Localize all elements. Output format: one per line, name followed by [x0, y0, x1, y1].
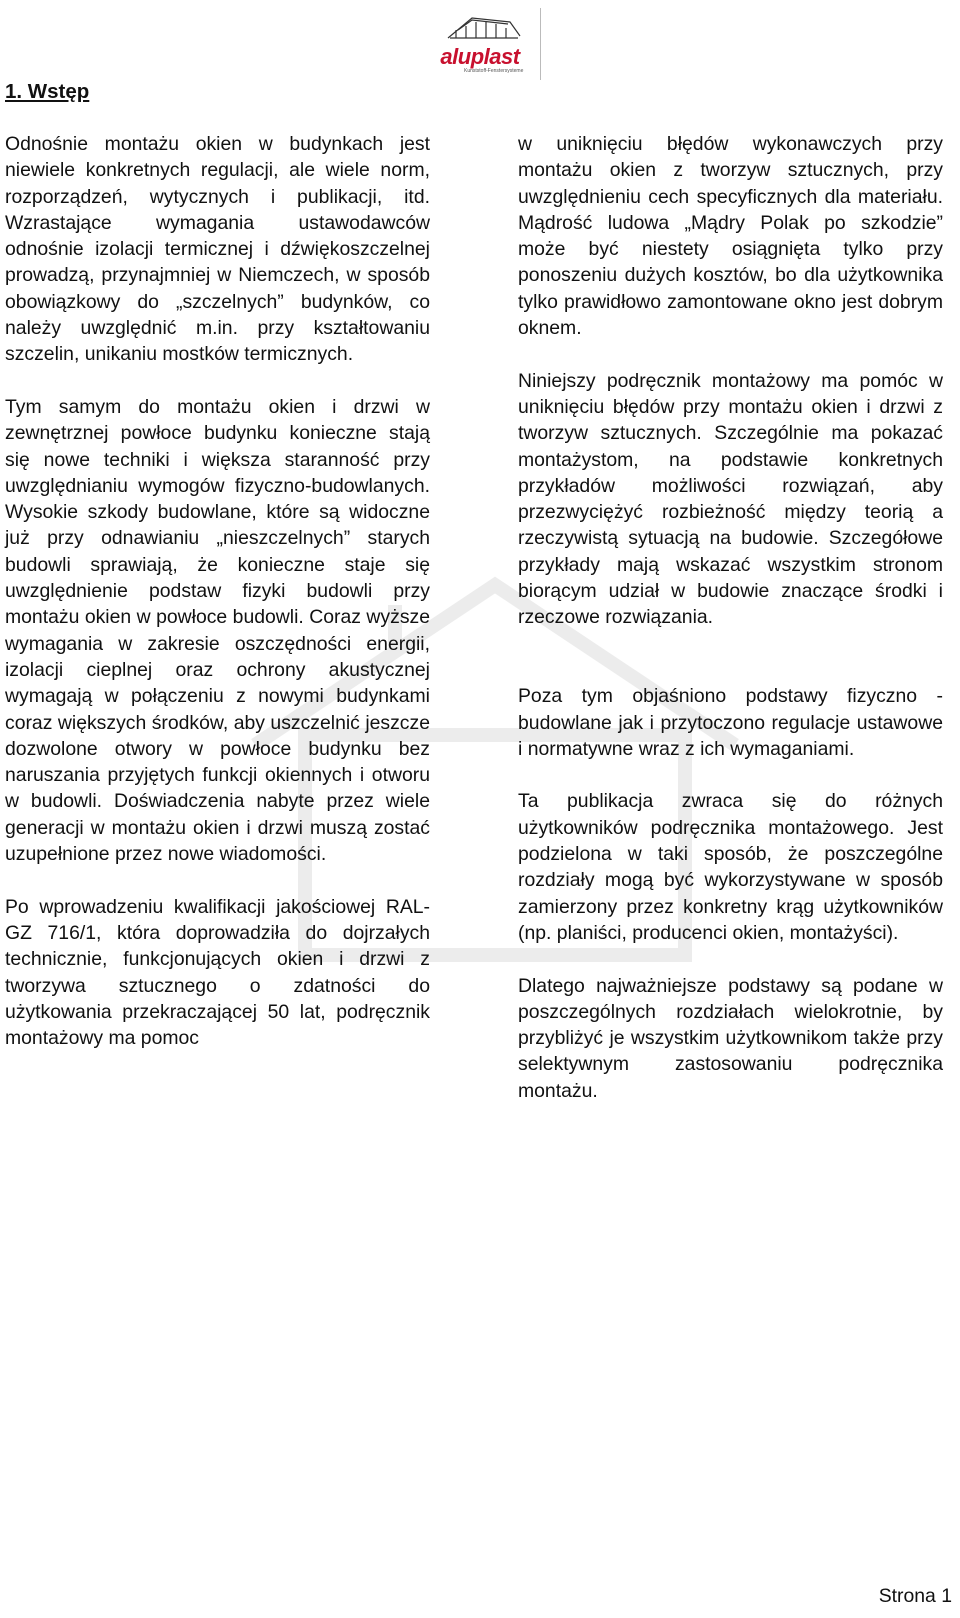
logo-subtext: Kunststoff-Fenstersysteme — [464, 68, 524, 74]
right-column — [518, 131, 943, 1104]
paragraph: Poza tym objaśniono podstawy fizyczno - budowlane jak i przytoczono regulacje ustawowe i normatywne wraz z ich wymaganiami. — [518, 685, 943, 760]
paragraph: Tym samym do montażu okien i drzwi w zewnętrznej powłoce budynku konieczne stają się nowe techniki i większa staranność przy uwzględnianiu wymogów fizyczno-budowlanych. Wysokie szkody budowlane, które są widoczne już przy odnawianiu „nieszczelnych” starych budowli sprawiają, że konieczne staje się uwzględnienie podstaw fizyki budowli przy montażu okien w powłoce budowli. Coraz wyższe wymagania w zakresie oszczędności energii, izolacji cieplnej oraz ochrony akustycznej wymagają w połączeniu z nowymi budynkami coraz większych środków, aby uszczelnić jeszcze dozwolone otwory w powłoce budynku bez naruszania przyjętych funkcji okiennych i otworu w budowli. Doświadczenia nabyte przez wiele generacji w montażu okien i drzwi muszą zostać uzupełnione przez nowe wiadomości. — [5, 395, 430, 866]
left-column — [5, 131, 430, 1051]
paragraph: Po wprowadzeniu kwalifikacji jakościowej RAL-GZ 716/1, która doprowadziła do dojrzałych technicznie, funkcjonujących okien i drzwi z tworzywa sztucznego o zdatności do użytkowania przekraczającej 50 lat, podręcznik montażowy ma pomoc — [5, 895, 430, 1050]
paragraph: Niniejszy podręcznik montażowy ma pomóc w uniknięciu błędów przy montażu okien i drzwi z tworzyw sztucznych. Szczególnie ma pokazać montażystom, na podstawie konkretnych przykładów możliwości rozwiązań, aby przezwyciężyć rozbieżność między teorią a rzeczywistą sytuacją na budowie. Szczegółowe przykłady mają wskazać wszystkim stronom biorącym udział w budowie znaczące środki i rzeczowe rozwiązania. — [518, 369, 943, 629]
page-number: Strona 1 — [878, 1585, 952, 1607]
paragraph: Odnośnie montażu okien w budynkach jest niewiele konkretnych regulacji, ale wiele norm, rozporządzeń, wytycznych i publikacji, itd. Wzrastające wymagania ustawodawców odnośnie izolacji termicznej i dźwiękoszczelnej prowadzą, przynajmniej w Niemczech, w sposób obowiązkowy do „szczelnych” budynków, co należy uwzględnić m.in. przy kształtowaniu szczelin, unikaniu mostków termicznych. — [5, 133, 430, 366]
paragraph: Dlatego najważniejsze podstawy są podane w poszczególnych rozdziałach wielokrotnie, by przybliżyć je wszystkim użytkownikom także przy selektywnym zastosowaniu podręcznika montażu. — [518, 974, 943, 1102]
logo-wordmark: aluplast — [440, 44, 520, 69]
section-heading: 1. Wstęp — [5, 80, 90, 103]
house-logo-icon — [420, 8, 540, 48]
paragraph: w uniknięciu błędów wykonawczych przy montażu okien z tworzyw sztucznych, przy uwzględnieniu cech specyficznych dla materiału. Mądrość ludowa „Mądry Polak po szkodzie” może być niestety osiągnięta tylko przy ponoszeniu dużych kosztów, bo dla użytkownika tylko prawidłowo zamontowane okno jest dobrym oknem. — [518, 133, 943, 340]
paragraph: Ta publikacja zwraca się do różnych użytkowników podręcznika montażowego. Jest podzielona w taki sposób, że poszczególne rozdziały mogą być wykorzystywane w sposób zamierzony przez konkretny krąg użytkowników (np. planiści, producenci okien, montażyści). — [518, 790, 943, 944]
aluplast-logo — [420, 8, 540, 76]
header-divider — [540, 8, 541, 80]
